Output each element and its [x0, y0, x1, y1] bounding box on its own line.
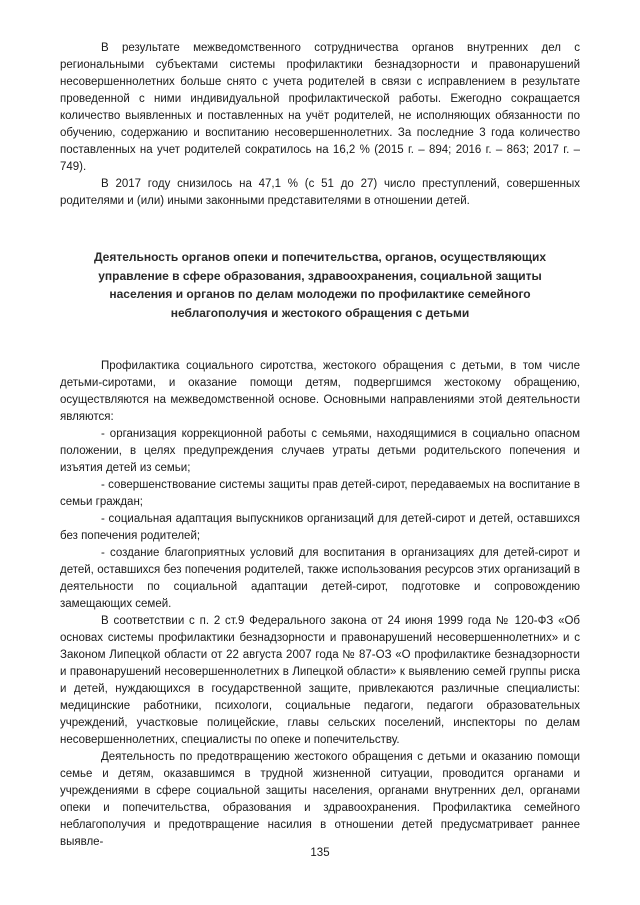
paragraph: В результате межведомственного сотрудничества органов внутренних дел с региональными субъектами системы профилактики безнадзорности и правонарушений несовершеннолетних больше снято с учета родителей в связи с исправлением в результате проведенной с ними индивидуальной профилактической работы. Ежегодно сокращается количество выявленных и поставленных на учёт родителей, не исполняющих обязанности по обучению, содержанию и воспитанию несовершеннолетних. За последние 3 года количество поставленных на учет родителей сократилось на 16,2 % (2015 г. – 894; 2016 г. – 863; 2017 г. –749).	[60, 42, 580, 173]
page-body	[60, 40, 580, 851]
heading-line: управление в сфере образования, здравоохранения, социальной защиты	[98, 268, 542, 283]
list-item: - создание благоприятных условий для воспитания в организациях для детей-сирот и детей, оставшихся без попечения родителей, также использования ресурсов этих организаций в деятельности по социальной адаптации детей-сирот, подготовке и сопровождению замещающих семей.	[60, 547, 580, 610]
list-item: - организация коррекционной работы с семьями, находящимися в социально опасном положении, в целях предупреждения случаев утраты детьми родительского попечения и изъятия детей из семьи;	[60, 428, 580, 474]
list-item: - совершенствование системы защиты прав детей-сирот, передаваемых на воспитание в семьи граждан;	[60, 479, 580, 508]
paragraph: В соответствии с п. 2 ст.9 Федерального закона от 24 июня 1999 года № 120-ФЗ «Об основах системы профилактики безнадзорности и правонарушений несовершеннолетних» и с Законом Липецкой области от 22 августа 2007 года № 87-ОЗ «О профилактике безнадзорности и правонарушений несовершеннолетних в Липецкой области» к выявлению семей группы риска и детей, нуждающихся в государственной защите, привлекаются различные специалисты: медицинские работники, психологи, социальные педагоги, педагоги образовательных учреждений, участковые полицейские, главы сельских поселений, инспекторы по делам несовершеннолетних, специалисты по опеке и попечительству.	[60, 615, 580, 746]
heading-line: неблагополучия и жестокого обращения с детьми	[170, 305, 470, 320]
paragraph: Деятельность по предотвращению жестокого обращения с детьми и оказанию помощи семье и детям, оказавшимся в трудной жизненной ситуации, проводится органами и учреждениями в сфере социальной защиты населения, органами внутренних дел, органами опеки и попечительства, образования и здравоохранения. Профилактика семейного неблагополучия и предотвращение насилия в отношении детей предусматривает раннее выявле-	[60, 751, 580, 848]
paragraph: В 2017 году снизилось на 47,1 % (с 51 до 27) число преступлений, совершенных родителями и (или) иными законными представителями в отношении детей.	[60, 178, 580, 207]
heading-line: населения и органов по делам молодежи по профилактике семейного	[109, 287, 531, 301]
intro-paragraph: Профилактика социального сиротства, жестокого обращения с детьми, в том числе детьми-сиротами, и оказание помощи детям, подвергшимся жестокому обращению, осуществляются на межведомственной основе. Основными направлениями этой деятельности являются:	[60, 360, 580, 423]
list-item: - социальная адаптация выпускников организаций для детей-сирот и детей, оставшихся без попечения родителей;	[60, 513, 580, 542]
page-number: 135	[310, 847, 330, 859]
section-heading	[60, 248, 580, 322]
heading-line: Деятельность органов опеки и попечительства, органов, осуществляющих	[93, 250, 547, 264]
